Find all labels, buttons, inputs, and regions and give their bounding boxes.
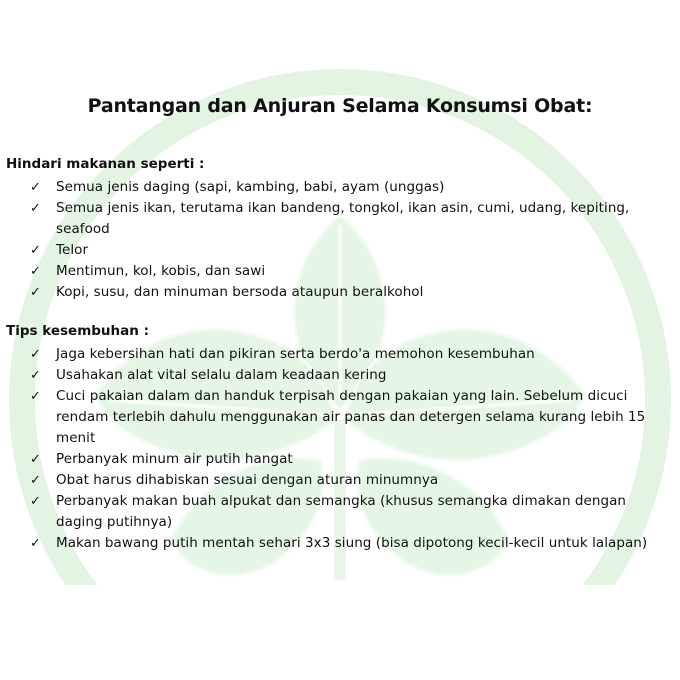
tips-heading: Tips kesembuhan :	[6, 323, 149, 339]
check-icon: ✓	[30, 536, 41, 551]
check-icon: ✓	[30, 368, 41, 383]
check-icon: ✓	[30, 494, 41, 509]
list-item: ✓ Kopi, susu, dan minuman bersoda ataupun beralkohol	[30, 282, 670, 303]
check-icon: ✓	[30, 347, 41, 362]
avoid-list	[30, 177, 670, 303]
check-icon: ✓	[30, 243, 41, 258]
list-item: ✓ Jaga kebersihan hati dan pikiran serta berdo'a memohon kesembuhan	[30, 344, 670, 365]
page-title: Pantangan dan Anjuran Selama Konsumsi Obat:	[87, 95, 593, 117]
list-item: ✓ Obat harus dihabiskan sesuai dengan aturan minumnya	[30, 470, 670, 491]
check-icon: ✓	[30, 285, 41, 300]
list-item: ✓ Mentimun, kol, kobis, dan sawi	[30, 261, 670, 282]
check-icon: ✓	[30, 452, 41, 467]
list-item: ✓ Perbanyak minum air putih hangat	[30, 449, 670, 470]
check-icon: ✓	[30, 473, 41, 488]
check-icon: ✓	[30, 389, 41, 404]
list-item: ✓ Perbanyak makan buah alpukat dan semangka (khusus semangka dimakan dengan daging putihnya)	[30, 493, 627, 530]
list-item: ✓ Usahakan alat vital selalu dalam keadaan kering	[30, 365, 670, 386]
list-item: ✓ Semua jenis ikan, terutama ikan bandeng, tongkol, ikan asin, cumi, udang, kepiting, seafood	[30, 200, 630, 237]
list-item: ✓ Cuci pakaian dalam dan handuk terpisah dengan pakaian yang lain. Sebelum dicuci rendam terlebih dahulu menggunakan air panas dan detergen selama kurang lebih 15 menit	[30, 388, 646, 446]
list-item: ✓ Telor	[30, 240, 670, 261]
check-icon: ✓	[30, 201, 41, 216]
list-item: ✓ Makan bawang putih mentah sehari 3x3 siung (bisa dipotong kecil-kecil untuk lalapan)	[30, 533, 670, 554]
check-icon: ✓	[30, 264, 41, 279]
check-icon: ✓	[30, 180, 41, 195]
avoid-heading: Hindari makanan seperti :	[6, 156, 205, 172]
tips-list	[30, 344, 670, 554]
list-item: ✓ Semua jenis daging (sapi, kambing, babi, ayam (unggas)	[30, 177, 670, 198]
